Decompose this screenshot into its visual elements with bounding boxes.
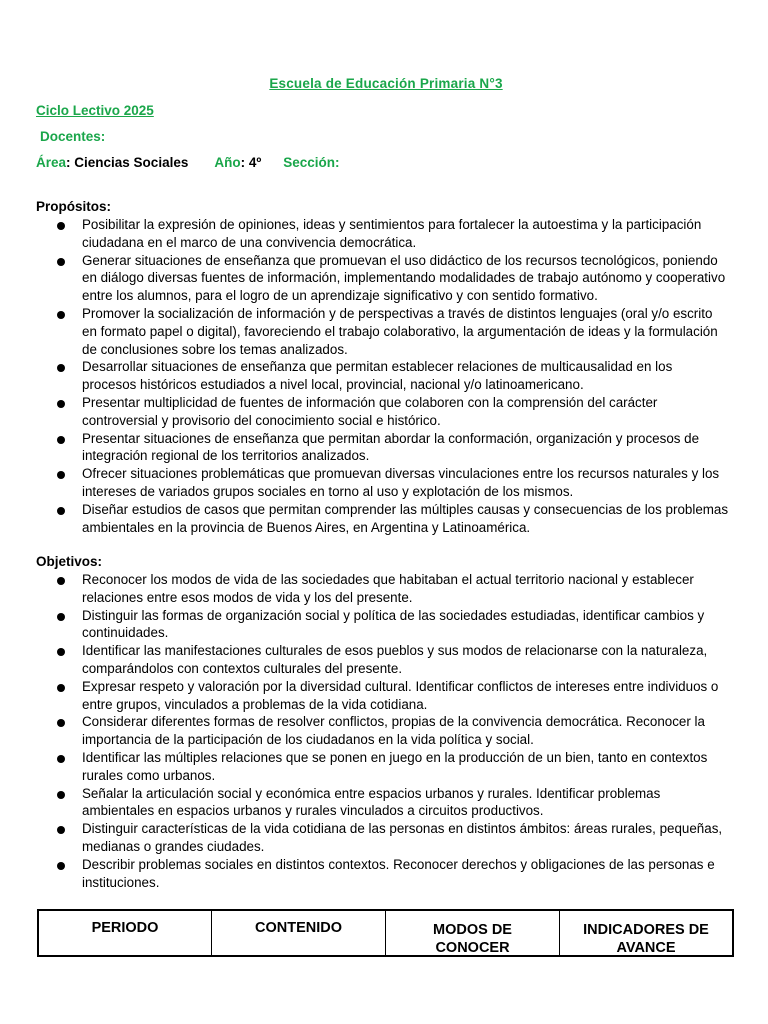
list-item: Presentar multiplicidad de fuentes de información que colaboren con la comprensión del carácter controversial y provisorio del conocimiento social e histórico. <box>36 394 730 430</box>
area-value: : Ciencias Sociales <box>66 155 189 170</box>
list-item: Promover la socialización de información y de perspectivas a través de distintos lenguajes (oral y/o escrito en formato papel o digital), favoreciendo el trabajo colaborativo, la argumentación de ideas y la formulación de conclusiones sobre los temas analizados. <box>36 305 730 358</box>
area-label: Área <box>36 155 67 170</box>
bullet-icon <box>57 826 65 834</box>
school-year-label: Ciclo Lectivo 2025 <box>36 103 154 118</box>
list-item: Identificar las múltiples relaciones que se ponen en juego en la producción de un bien, tanto en contextos rurales como urbanos. <box>36 749 730 785</box>
bullet-icon <box>57 436 65 444</box>
list-item: Desarrollar situaciones de enseñanza que permitan establecer relaciones de multicausalidad en los procesos históricos estudiados a nivel local, provincial, nacional y/o latinoamericano. <box>36 358 730 394</box>
list-item: Reconocer los modos de vida de las sociedades que habitaban el actual territorio nacional y establecer relaciones entre esos modos de vida y los del presente. <box>36 571 730 607</box>
list-item: Ofrecer situaciones problemáticas que promuevan diversas vinculaciones entre los recursos naturales y los intereses de variados grupos sociales en torno al uso y explotación de los mismos. <box>36 465 730 501</box>
list-item: Generar situaciones de enseñanza que promuevan el uso didáctico de los recursos tecnológicos, poniendo en diálogo diversas fuentes de información, implementando modalidades de trabajo autónomo y cooperativo entre los alumnos, para el logro de un aprendizaje significativo y con sentido formativo. <box>36 252 730 305</box>
column-header-content: CONTENIDO <box>212 911 386 955</box>
section-label: Sección: <box>283 155 340 170</box>
list-item: Presentar situaciones de enseñanza que permitan abordar la conformación, organización y procesos de integración regional de los territorios analizados. <box>36 430 730 466</box>
year-value: : 4º <box>240 155 262 170</box>
column-header-ways-of-knowing: MODOS DE CONOCER <box>386 911 560 955</box>
bullet-icon <box>57 577 65 585</box>
school-title: Escuela de Educación Primaria N°3 <box>269 76 503 91</box>
purposes-list <box>36 216 730 536</box>
bullet-icon <box>57 400 65 408</box>
list-item: Distinguir las formas de organización social y política de las sociedades estudiadas, identificar cambios y continuidades. <box>36 607 730 643</box>
teachers-label: Docentes: <box>40 129 106 144</box>
list-item: Distinguir características de la vida cotidiana de las personas en distintos ámbitos: áreas rurales, pequeñas, medianas o grandes ciudades. <box>36 820 730 856</box>
objectives-heading: Objetivos: <box>36 554 103 569</box>
purposes-heading: Propósitos: <box>36 199 112 214</box>
bullet-icon <box>57 648 65 656</box>
list-item: Expresar respeto y valoración por la diversidad cultural. Identificar conflictos de intereses entre individuos o entre grupos, vinculados a problemas de la vida cotidiana. <box>36 678 730 714</box>
bullet-icon <box>57 471 65 479</box>
bullet-icon <box>57 862 65 870</box>
list-item: Diseñar estudios de casos que permitan comprender las múltiples causas y consecuencias de los problemas ambientales en la provincia de Buenos Aires, en Argentina y Latinoamérica. <box>36 501 730 537</box>
bullet-icon <box>57 222 65 230</box>
list-item: Señalar la articulación social y económica entre espacios urbanos y rurales. Identificar problemas ambientales en espacios urbanos y rurales vinculados a circuitos productivos. <box>36 785 730 821</box>
year-label: Año <box>214 155 241 170</box>
bullet-icon <box>57 311 65 319</box>
bullet-icon <box>57 258 65 266</box>
planning-table-header <box>37 909 734 957</box>
list-item: Considerar diferentes formas de resolver conflictos, propias de la convivencia democrática. Reconocer la importancia de la participación de los ciudadanos en la vida política y social. <box>36 713 730 749</box>
bullet-icon <box>57 613 65 621</box>
bullet-icon <box>57 507 65 515</box>
bullet-icon <box>57 364 65 372</box>
list-item: Posibilitar la expresión de opiniones, ideas y sentimientos para fortalecer la autoestima y la participación ciudadana en el marco de una convivencia democrática. <box>36 216 730 252</box>
bullet-icon <box>57 791 65 799</box>
bullet-icon <box>57 755 65 763</box>
course-info-row <box>36 155 340 170</box>
bullet-icon <box>57 719 65 727</box>
list-item: Identificar las manifestaciones culturales de esos pueblos y sus modos de relacionarse con la naturaleza, comparándolos con contextos culturales del presente. <box>36 642 730 678</box>
column-header-period: PERIODO <box>39 911 212 955</box>
bullet-icon <box>57 684 65 692</box>
column-header-progress-indicators: INDICADORES DE AVANCE <box>583 922 709 956</box>
list-item: Describir problemas sociales en distintos contextos. Reconocer derechos y obligaciones de las personas e instituciones. <box>36 856 730 892</box>
objectives-list <box>36 571 730 891</box>
